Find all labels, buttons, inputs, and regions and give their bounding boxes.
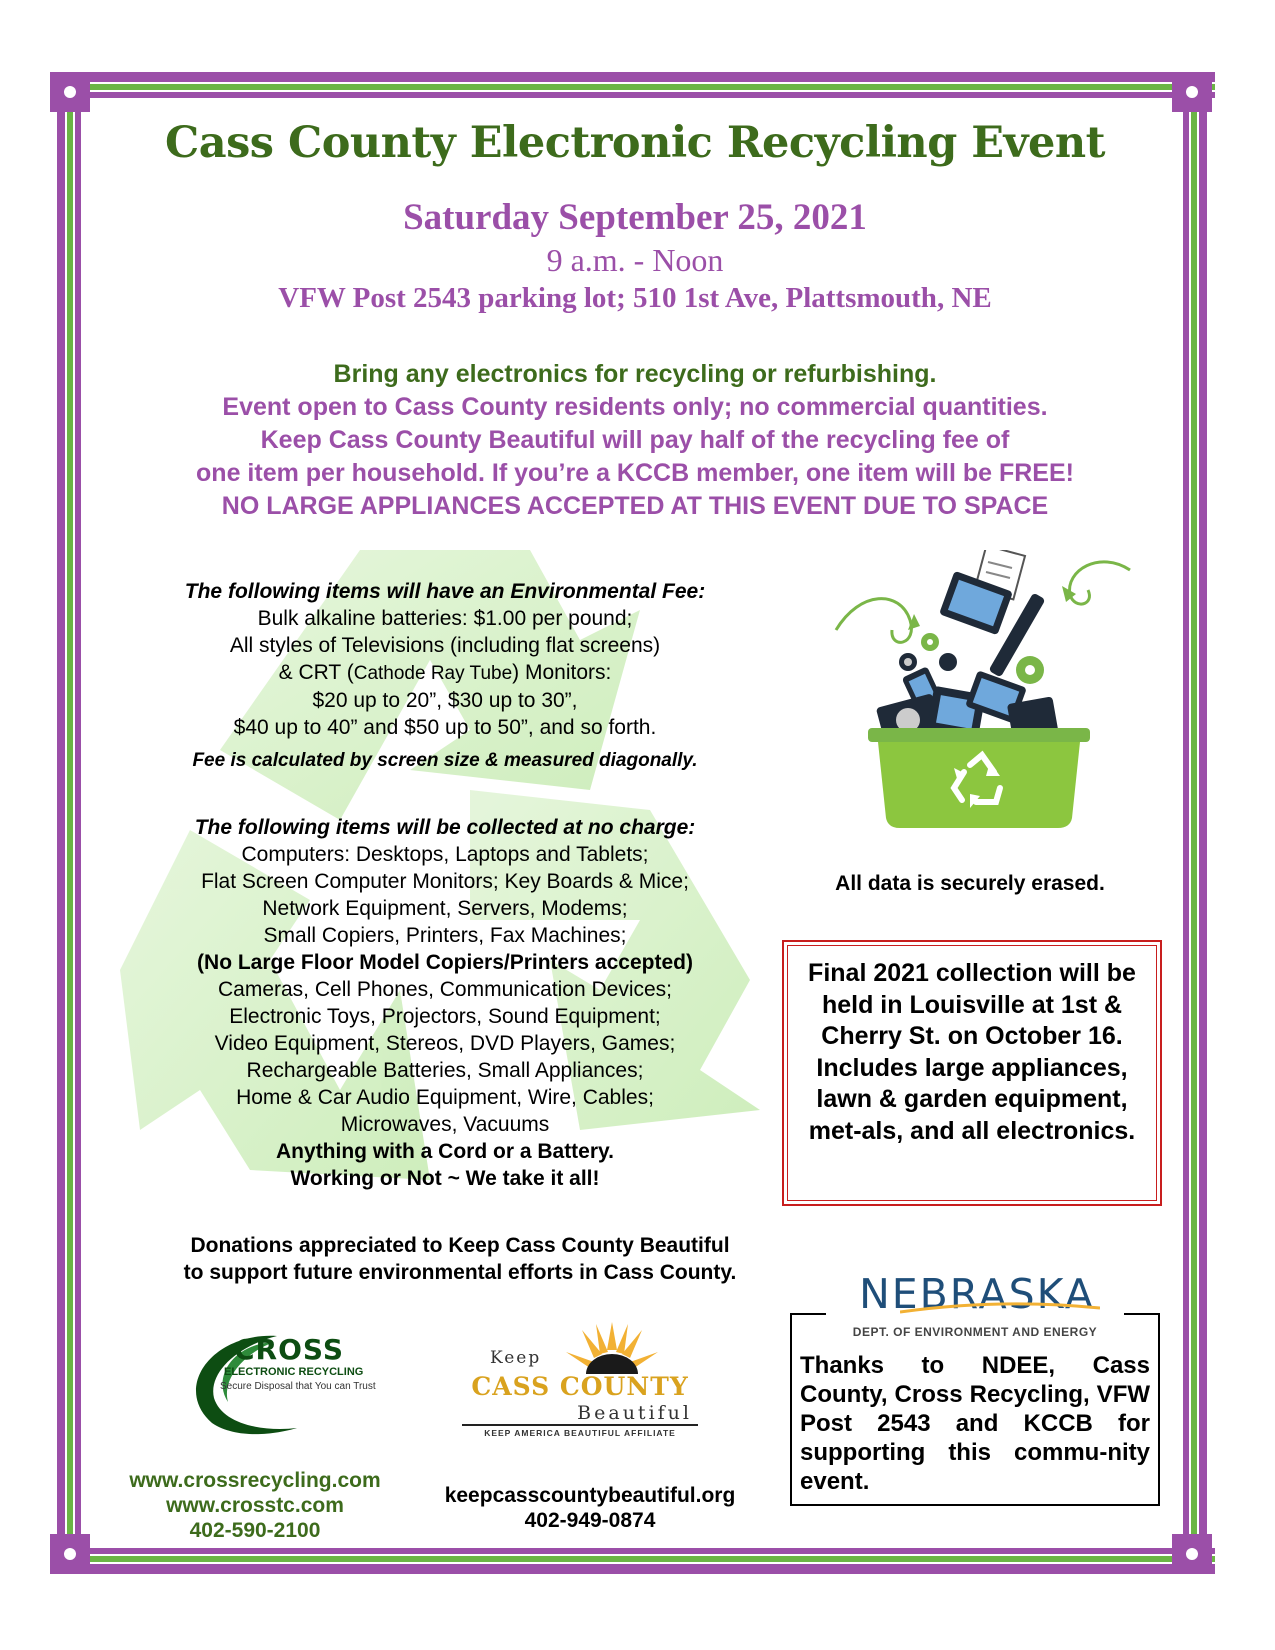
event-time: 9 a.m. - Noon [546, 242, 724, 278]
kccb-affiliate: KEEP AMERICA BEAUTIFUL AFFILIATE [484, 1428, 676, 1438]
thanks-box [790, 1313, 1160, 1506]
recycle-bin-illustration-icon [830, 550, 1150, 860]
closing-line: Anything with a Cord or a Battery. [276, 1140, 614, 1163]
cross-name: CROSS [234, 1333, 344, 1366]
fee-note: Fee is calculated by screen size & measured diagonally. [192, 750, 698, 771]
list-item: Video Equipment, Stereos, DVD Players, Games; [214, 1032, 676, 1055]
intro-line: Event open to Cass County residents only; no commercial quantities. [222, 393, 1048, 421]
final-collection-box [782, 940, 1162, 1206]
fee-line: Bulk alkaline batteries: $1.00 per pound; [257, 607, 633, 630]
cross-sub: ELECTRONIC RECYCLING [224, 1366, 364, 1378]
kccb-website-link[interactable]: keepcasscountybeautiful.org [444, 1484, 736, 1507]
intro-line: one item per household. If you’re a KCCB member, one item will be FREE! [196, 459, 1074, 487]
final-collection-text: Final 2021 collection will be held in Louisville at 1st & Cherry St. on October 16. Includes large appliances, lawn & garden equipment, met-als, and all electronics. [808, 959, 1136, 1145]
cross-logo [182, 1328, 402, 1438]
list-item: Microwaves, Vacuums [340, 1113, 550, 1136]
page-title: Cass County Electronic Recycling Event [165, 118, 1105, 168]
cross-contact [110, 1468, 400, 1543]
list-item: Home & Car Audio Equipment, Wire, Cables; [236, 1086, 654, 1109]
cross-website-link[interactable]: www.crossrecycling.com [129, 1469, 381, 1492]
fee-line: All styles of Televisions (including flat screens) [229, 634, 661, 657]
cross-tagline: Secure Disposal that You can Trust [220, 1381, 376, 1392]
fee-line: $20 up to 20”, $30 up to 30”, [312, 689, 578, 712]
donation-note: Donations appreciated to Keep Cass County Beautiful to support future environmental efforts in Cass County. [183, 1234, 737, 1284]
list-item: Network Equipment, Servers, Modems; [262, 897, 628, 920]
kccb-keep: Keep [490, 1348, 542, 1368]
intro-line: Bring any electronics for recycling or refurbishing. [333, 360, 937, 388]
fee-line: $40 up to 40” and $50 up to 50”, and so forth. [233, 716, 657, 739]
cross-phone: 402-590-2100 [189, 1519, 321, 1542]
intro-line: Keep Cass County Beautiful will pay half of the recycling fee of [260, 426, 1010, 454]
intro-line: NO LARGE APPLIANCES ACCEPTED AT THIS EVENT DUE TO SPACE [221, 492, 1049, 520]
exception-note: (No Large Floor Model Copiers/Printers accepted) [197, 951, 693, 974]
list-item: Computers: Desktops, Laptops and Tablets; [241, 843, 649, 866]
frame-corner [50, 72, 90, 112]
list-item: Rechargeable Batteries, Small Appliances; [246, 1059, 644, 1082]
free-section [120, 814, 770, 1192]
sunflower-icon [562, 1320, 662, 1374]
list-item: Small Copiers, Printers, Fax Machines; [263, 924, 627, 947]
free-header: The following items will be collected at no charge: [194, 816, 696, 839]
frame-corner [1172, 72, 1212, 112]
nebraska-dept: DEPT. OF ENVIRONMENT AND ENERGY [852, 1325, 1098, 1339]
list-item: Cameras, Cell Phones, Communication Devices; [217, 978, 672, 1001]
nebraska-logo: NEBRASKA [859, 1270, 1095, 1318]
fee-section [120, 578, 770, 774]
kccb-logo [462, 1320, 698, 1442]
frame-corner [50, 1534, 90, 1574]
data-erased-note: All data is securely erased. [835, 872, 1105, 895]
closing-line: Working or Not ~ We take it all! [290, 1167, 600, 1190]
kccb-cass-county: CASS COUNTY [471, 1372, 689, 1401]
list-item: Flat Screen Computer Monitors; Key Boards & Mice; [201, 870, 689, 893]
frame-corner [1172, 1534, 1212, 1574]
list-item: Electronic Toys, Projectors, Sound Equipment; [229, 1005, 661, 1028]
kccb-phone: 402-949-0874 [524, 1509, 656, 1532]
kccb-beautiful: Beautiful [577, 1402, 692, 1424]
crosstc-website-link[interactable]: www.crosstc.com [166, 1494, 344, 1517]
kccb-contact [420, 1483, 760, 1533]
intro-block [90, 358, 1180, 523]
thanks-text: Thanks to NDEE, Cass County, Cross Recycling, VFW Post 2543 and KCCB for supporting this commu-nity event. [800, 1352, 1150, 1495]
fee-header: The following items will have an Environmental Fee: [184, 580, 706, 603]
event-date: Saturday September 25, 2021 [403, 197, 867, 238]
fee-line: & CRT (Cathode Ray Tube) Monitors: [278, 661, 612, 684]
event-location: VFW Post 2543 parking lot; 510 1st Ave, Plattsmouth, NE [278, 282, 992, 314]
